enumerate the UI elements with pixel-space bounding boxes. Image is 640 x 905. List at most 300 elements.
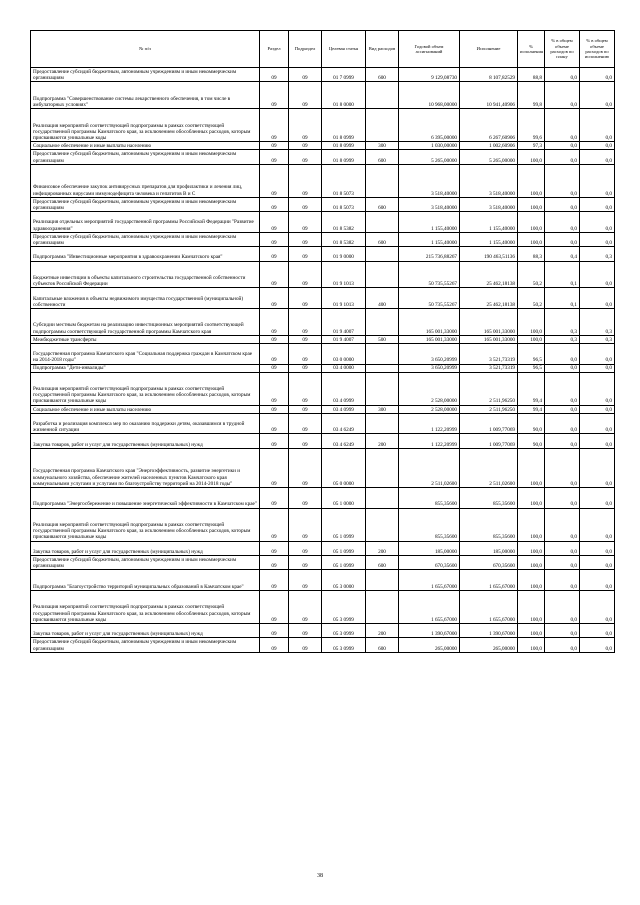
row-statya-cell: 01 8 0999 (322, 142, 366, 150)
row-statya-cell: 01 7 0999 (322, 68, 366, 82)
row-podrazdel-cell: 09 (289, 232, 322, 246)
table-row (31, 82, 615, 109)
header-cell: № п/п (31, 31, 260, 68)
row-statya-cell: 01 9 1013 (322, 288, 366, 309)
row-razdel-cell: 09 (260, 232, 289, 246)
header-cell: Исполнение (460, 31, 518, 68)
row-plan-share-cell: 0,0 (545, 343, 580, 364)
row-pct-cell: 50,2 (518, 261, 545, 288)
table-row (31, 448, 615, 487)
row-plan-cell: 50 735,55267 (399, 288, 460, 309)
row-pct-cell: 100,0 (518, 541, 545, 555)
row-statya-cell: 01 9 0000 (322, 247, 366, 261)
row-plan-cell: 1 390,67000 (399, 624, 460, 638)
row-vid-cell (366, 372, 399, 405)
row-plan-share-cell: 0,1 (545, 261, 580, 288)
table-row (31, 247, 615, 261)
row-razdel-cell: 09 (260, 212, 289, 233)
row-plan-share-cell: 0,0 (545, 232, 580, 246)
table-row (31, 405, 615, 413)
row-statya-cell: 03 4 6249 (322, 413, 366, 434)
row-pct-cell: 100,0 (518, 164, 545, 197)
row-vid-cell: 400 (366, 288, 399, 309)
page-number: 38 (317, 873, 323, 879)
row-pct-cell: 99,8 (518, 82, 545, 109)
row-plan-cell: 1 122,20999 (399, 413, 460, 434)
header-cell: % в общем объеме расходов по плану (545, 31, 580, 68)
row-plan-share-cell: 0,1 (545, 288, 580, 309)
row-statya-cell: 01 8 0999 (322, 150, 366, 164)
row-podrazdel-cell: 09 (289, 508, 322, 541)
row-plan-cell: 1 155,40000 (399, 212, 460, 233)
table-header-row (31, 31, 615, 68)
row-statya-cell: 01 9 4007 (322, 308, 366, 335)
row-razdel-cell: 09 (260, 413, 289, 434)
row-isp-share-cell: 0,0 (580, 448, 615, 487)
row-pct-cell: 97,3 (518, 142, 545, 150)
row-pct-cell: 96,5 (518, 364, 545, 372)
row-plan-cell: 2 528,00000 (399, 372, 460, 405)
row-razdel-cell: 09 (260, 261, 289, 288)
row-podrazdel-cell: 09 (289, 247, 322, 261)
row-plan-share-cell: 0,0 (545, 364, 580, 372)
row-pct-cell: 99,4 (518, 405, 545, 413)
table-row (31, 68, 615, 82)
row-isp-share-cell: 0,0 (580, 624, 615, 638)
row-isp-share-cell: 0,0 (580, 556, 615, 570)
row-isp-cell: 1 009,77069 (460, 434, 518, 448)
row-plan-share-cell: 0,3 (545, 335, 580, 343)
row-isp-share-cell: 0,0 (580, 109, 615, 142)
row-statya-cell: 01 9 1013 (322, 261, 366, 288)
row-isp-cell: 3 518,40000 (460, 164, 518, 197)
row-plan-cell: 2 528,00000 (399, 405, 460, 413)
row-razdel-cell: 09 (260, 541, 289, 555)
row-isp-cell: 855,35600 (460, 488, 518, 509)
row-name-cell: Реализация мероприятий соответствующей подпрограммы в рамках соответствующей государственной программы Камчатского края, за исключением обособленных расходов, которым присваиваются уникальные коды (31, 508, 260, 541)
row-razdel-cell: 09 (260, 434, 289, 448)
row-name-cell: Реализация мероприятий соответствующей подпрограммы в рамках соответствующей государственной программы Камчатского края, за исключением обособленных расходов, которым присваиваются уникальные коды (31, 591, 260, 624)
row-isp-share-cell: 0,3 (580, 335, 615, 343)
row-vid-cell: 600 (366, 68, 399, 82)
table-row (31, 556, 615, 570)
row-statya-cell: 01 8 5382 (322, 212, 366, 233)
row-razdel-cell: 09 (260, 109, 289, 142)
row-plan-share-cell: 0,0 (545, 624, 580, 638)
row-name-cell: Социальное обеспечение и иные выплаты населению (31, 142, 260, 150)
row-statya-cell: 03 0 0000 (322, 343, 366, 364)
row-name-cell: Государственная программа Камчатского края "Энергоэффективность, развитие энергетики и коммунального хозяйства, обеспечение жителей населенных пунктов Камчатского края коммунальными услугами и услугами по благоустройству территорий на 2014-2018 годы" (31, 448, 260, 487)
row-plan-share-cell: 0,0 (545, 434, 580, 448)
row-isp-cell: 25 462,18138 (460, 261, 518, 288)
row-isp-share-cell: 0,0 (580, 541, 615, 555)
table-row (31, 232, 615, 246)
row-name-cell: Бюджетные инвестиции в объекты капитального строительства государственной собственности субъектов Российской Федерации (31, 261, 260, 288)
row-podrazdel-cell: 09 (289, 405, 322, 413)
row-plan-cell: 265,00000 (399, 638, 460, 652)
row-podrazdel-cell: 09 (289, 541, 322, 555)
row-name-cell: Закупка товаров, работ и услуг для государственных (муниципальных) нужд (31, 434, 260, 448)
budget-table (30, 30, 615, 653)
row-podrazdel-cell: 09 (289, 308, 322, 335)
row-isp-cell: 670,35600 (460, 556, 518, 570)
row-podrazdel-cell: 09 (289, 364, 322, 372)
row-plan-share-cell: 0,0 (545, 508, 580, 541)
row-name-cell: Разработка и реализация комплекса мер по оказанию поддержки детям, оказавшимся в трудной жизненной ситуации (31, 413, 260, 434)
row-vid-cell: 300 (366, 142, 399, 150)
row-isp-share-cell: 0,0 (580, 364, 615, 372)
row-razdel-cell: 09 (260, 405, 289, 413)
row-vid-cell (366, 308, 399, 335)
row-statya-cell: 03 4 0999 (322, 405, 366, 413)
row-podrazdel-cell: 09 (289, 448, 322, 487)
row-name-cell: Закупка товаров, работ и услуг для государственных (муниципальных) нужд (31, 541, 260, 555)
row-razdel-cell: 09 (260, 150, 289, 164)
row-isp-share-cell: 0,0 (580, 68, 615, 82)
row-podrazdel-cell: 09 (289, 638, 322, 652)
row-name-cell: Предоставление субсидий бюджетным, автономным учреждениям и иным некоммерческим организациям (31, 638, 260, 652)
table-row (31, 197, 615, 211)
table-row (31, 624, 615, 638)
row-statya-cell: 05 3 0999 (322, 624, 366, 638)
row-vid-cell (366, 109, 399, 142)
row-podrazdel-cell: 09 (289, 212, 322, 233)
row-isp-cell: 265,00000 (460, 638, 518, 652)
row-razdel-cell: 09 (260, 556, 289, 570)
row-plan-cell: 3 518,40000 (399, 197, 460, 211)
table-row (31, 288, 615, 309)
row-name-cell: Социальное обеспечение и иные выплаты населению (31, 405, 260, 413)
table-row (31, 150, 615, 164)
row-isp-cell: 2 511,96250 (460, 372, 518, 405)
row-statya-cell: 05 1 0999 (322, 541, 366, 555)
row-razdel-cell: 09 (260, 308, 289, 335)
row-vid-cell: 600 (366, 197, 399, 211)
row-isp-cell: 165 001,33000 (460, 335, 518, 343)
row-vid-cell: 600 (366, 556, 399, 570)
row-isp-share-cell: 0,3 (580, 308, 615, 335)
row-pct-cell: 100,0 (518, 591, 545, 624)
row-name-cell: Реализация отдельных мероприятий государственной программы Российской Федерации "Развитие здравоохранения" (31, 212, 260, 233)
row-razdel-cell: 09 (260, 343, 289, 364)
row-name-cell: Реализация мероприятий соответствующей подпрограммы в рамках соответствующей государственной программы Камчатского края, за исключением обособленных расходов, которым присваиваются уникальные коды (31, 372, 260, 405)
row-plan-share-cell: 0,0 (545, 212, 580, 233)
row-plan-cell: 215 736,88267 (399, 247, 460, 261)
row-plan-cell: 185,00000 (399, 541, 460, 555)
row-isp-cell: 8 107,82529 (460, 68, 518, 82)
row-plan-cell: 1 155,40000 (399, 232, 460, 246)
table-row (31, 335, 615, 343)
row-statya-cell: 01 8 5382 (322, 232, 366, 246)
table-row (31, 434, 615, 448)
row-plan-share-cell: 0,0 (545, 448, 580, 487)
row-podrazdel-cell: 09 (289, 109, 322, 142)
row-statya-cell: 01 8 5073 (322, 197, 366, 211)
row-plan-share-cell: 0,0 (545, 150, 580, 164)
row-podrazdel-cell: 09 (289, 142, 322, 150)
row-pct-cell: 100,0 (518, 212, 545, 233)
row-plan-share-cell: 0,4 (545, 247, 580, 261)
row-plan-cell: 50 735,55267 (399, 261, 460, 288)
row-podrazdel-cell: 09 (289, 413, 322, 434)
row-name-cell: Подпрограмма "Энергосбережение и повышение энергетической эффективности в Камчатском крае" (31, 488, 260, 509)
row-name-cell: Предоставление субсидий бюджетным, автономным учреждениям и иным некоммерческим организациям (31, 150, 260, 164)
row-podrazdel-cell: 09 (289, 372, 322, 405)
row-vid-cell: 500 (366, 335, 399, 343)
row-isp-share-cell: 0,0 (580, 288, 615, 309)
row-pct-cell: 90,0 (518, 434, 545, 448)
row-podrazdel-cell: 09 (289, 570, 322, 591)
row-razdel-cell: 09 (260, 638, 289, 652)
row-plan-share-cell: 0,0 (545, 405, 580, 413)
row-vid-cell: 600 (366, 232, 399, 246)
row-vid-cell (366, 364, 399, 372)
row-name-cell: Финансовое обеспечение закупок антивирусных препаратов для профилактики и лечения лиц, инфицированных вирусами иммунодефицита человека и гепатитов В и С (31, 164, 260, 197)
row-plan-cell: 5 265,00000 (399, 150, 460, 164)
row-podrazdel-cell: 09 (289, 150, 322, 164)
row-pct-cell: 100,0 (518, 624, 545, 638)
row-isp-share-cell: 0,0 (580, 142, 615, 150)
row-razdel-cell: 09 (260, 164, 289, 197)
row-razdel-cell: 09 (260, 142, 289, 150)
row-podrazdel-cell: 09 (289, 82, 322, 109)
document-page (30, 30, 614, 653)
row-pct-cell: 88,3 (518, 247, 545, 261)
row-name-cell: Предоставление субсидий бюджетным, автономным учреждениям и иным некоммерческим организациям (31, 68, 260, 82)
row-isp-share-cell: 0,0 (580, 638, 615, 652)
row-razdel-cell: 09 (260, 335, 289, 343)
row-pct-cell: 50,2 (518, 288, 545, 309)
row-podrazdel-cell: 09 (289, 335, 322, 343)
row-plan-cell: 10 968,00000 (399, 82, 460, 109)
table-row (31, 570, 615, 591)
row-pct-cell: 100,0 (518, 232, 545, 246)
row-podrazdel-cell: 09 (289, 434, 322, 448)
header-cell: Целевая статья (322, 31, 366, 68)
row-vid-cell (366, 247, 399, 261)
table-row (31, 212, 615, 233)
row-vid-cell: 200 (366, 541, 399, 555)
row-plan-share-cell: 0,0 (545, 541, 580, 555)
row-vid-cell: 600 (366, 638, 399, 652)
header-cell: Подраздел (289, 31, 322, 68)
row-plan-share-cell: 0,0 (545, 164, 580, 197)
table-row (31, 638, 615, 652)
row-vid-cell: 600 (366, 150, 399, 164)
table-row (31, 541, 615, 555)
row-vid-cell: 200 (366, 434, 399, 448)
row-vid-cell (366, 448, 399, 487)
row-podrazdel-cell: 09 (289, 624, 322, 638)
row-razdel-cell: 09 (260, 570, 289, 591)
row-vid-cell (366, 343, 399, 364)
row-name-cell: Закупка товаров, работ и услуг для государственных (муниципальных) нужд (31, 624, 260, 638)
row-razdel-cell: 09 (260, 448, 289, 487)
row-plan-share-cell: 0,0 (545, 591, 580, 624)
row-pct-cell: 100,0 (518, 448, 545, 487)
row-pct-cell: 99,6 (518, 109, 545, 142)
row-isp-share-cell: 0,0 (580, 164, 615, 197)
row-podrazdel-cell: 09 (289, 488, 322, 509)
row-isp-share-cell: 0,0 (580, 413, 615, 434)
row-vid-cell: 200 (366, 624, 399, 638)
row-plan-cell: 1 655,67000 (399, 591, 460, 624)
row-isp-share-cell: 0,0 (580, 82, 615, 109)
row-pct-cell: 100,0 (518, 570, 545, 591)
row-statya-cell: 05 0 0000 (322, 448, 366, 487)
row-vid-cell (366, 164, 399, 197)
row-plan-cell: 3 650,20999 (399, 343, 460, 364)
row-statya-cell: 01 8 0000 (322, 82, 366, 109)
row-plan-share-cell: 0,0 (545, 638, 580, 652)
table-row (31, 591, 615, 624)
row-isp-share-cell: 0,0 (580, 261, 615, 288)
row-name-cell: Реализация мероприятий соответствующей подпрограммы в рамках соответствующей государственной программы Камчатского края, за исключением обособленных расходов, которым присваиваются уникальные коды (31, 109, 260, 142)
row-plan-cell: 1 030,00000 (399, 142, 460, 150)
row-razdel-cell: 09 (260, 591, 289, 624)
row-plan-share-cell: 0,0 (545, 488, 580, 509)
row-plan-share-cell: 0,0 (545, 413, 580, 434)
row-isp-cell: 6 267,60906 (460, 109, 518, 142)
row-vid-cell (366, 413, 399, 434)
row-isp-cell: 3 518,40000 (460, 197, 518, 211)
row-plan-cell: 2 511,02600 (399, 448, 460, 487)
row-razdel-cell: 09 (260, 197, 289, 211)
row-isp-cell: 190 463,51136 (460, 247, 518, 261)
row-isp-cell: 1 009,77069 (460, 413, 518, 434)
row-isp-share-cell: 0,0 (580, 508, 615, 541)
row-isp-share-cell: 0,0 (580, 343, 615, 364)
row-isp-share-cell: 0,0 (580, 232, 615, 246)
table-row (31, 109, 615, 142)
row-isp-cell: 1 655,67000 (460, 570, 518, 591)
row-plan-share-cell: 0,0 (545, 142, 580, 150)
row-plan-share-cell: 0,3 (545, 308, 580, 335)
table-row (31, 372, 615, 405)
row-vid-cell (366, 488, 399, 509)
table-row (31, 413, 615, 434)
row-isp-cell: 2 511,02600 (460, 448, 518, 487)
row-razdel-cell: 09 (260, 624, 289, 638)
row-razdel-cell: 09 (260, 488, 289, 509)
row-statya-cell: 05 3 0999 (322, 638, 366, 652)
row-plan-cell: 855,35600 (399, 488, 460, 509)
row-isp-share-cell: 0,3 (580, 247, 615, 261)
row-isp-share-cell: 0,0 (580, 212, 615, 233)
row-plan-cell: 3 518,40000 (399, 164, 460, 197)
row-isp-share-cell: 0,0 (580, 372, 615, 405)
row-statya-cell: 03 4 6249 (322, 434, 366, 448)
table-row (31, 308, 615, 335)
row-pct-cell: 100,0 (518, 335, 545, 343)
row-podrazdel-cell: 09 (289, 288, 322, 309)
table-row (31, 261, 615, 288)
row-plan-share-cell: 0,0 (545, 570, 580, 591)
row-pct-cell: 96,5 (518, 343, 545, 364)
row-name-cell: Подпрограмма "Дети-инвалиды" (31, 364, 260, 372)
header-cell: Вид расходов (366, 31, 399, 68)
row-name-cell: Предоставление субсидий бюджетным, автономным учреждениям и иным некоммерческим организациям (31, 197, 260, 211)
row-razdel-cell: 09 (260, 364, 289, 372)
row-isp-cell: 3 521,73319 (460, 364, 518, 372)
row-plan-cell: 855,35600 (399, 508, 460, 541)
row-statya-cell: 05 3 0000 (322, 570, 366, 591)
table-row (31, 142, 615, 150)
row-razdel-cell: 09 (260, 372, 289, 405)
row-isp-cell: 5 265,00000 (460, 150, 518, 164)
row-plan-cell: 3 650,20999 (399, 364, 460, 372)
row-plan-cell: 165 001,33000 (399, 335, 460, 343)
row-plan-share-cell: 0,0 (545, 556, 580, 570)
row-name-cell: Субсидии местным бюджетам на реализацию инвестиционных мероприятий соответствующей подпрограммы соответствующей государственной программы Камчатского края (31, 308, 260, 335)
row-razdel-cell: 09 (260, 288, 289, 309)
row-isp-cell: 855,35600 (460, 508, 518, 541)
row-statya-cell: 05 1 0000 (322, 488, 366, 509)
row-vid-cell (366, 82, 399, 109)
row-pct-cell: 100,0 (518, 197, 545, 211)
row-isp-cell: 185,00000 (460, 541, 518, 555)
row-plan-cell: 1 122,20999 (399, 434, 460, 448)
row-name-cell: Межбюджетные трансферты (31, 335, 260, 343)
table-row (31, 343, 615, 364)
row-statya-cell: 01 8 0999 (322, 109, 366, 142)
header-cell: % исполнения (518, 31, 545, 68)
row-vid-cell (366, 508, 399, 541)
row-podrazdel-cell: 09 (289, 343, 322, 364)
row-name-cell: Капитальные вложения в объекты недвижимого имущества государственной (муниципальной) собственности (31, 288, 260, 309)
row-pct-cell: 88,8 (518, 68, 545, 82)
row-statya-cell: 03 4 0000 (322, 364, 366, 372)
row-isp-cell: 2 511,96250 (460, 405, 518, 413)
row-pct-cell: 100,0 (518, 638, 545, 652)
row-razdel-cell: 09 (260, 82, 289, 109)
row-podrazdel-cell: 09 (289, 591, 322, 624)
row-statya-cell: 05 3 0999 (322, 591, 366, 624)
row-name-cell: Подпрограмма "Инвестиционные мероприятия в здравоохранении Камчатского края" (31, 247, 260, 261)
header-cell: Раздел (260, 31, 289, 68)
table-row (31, 164, 615, 197)
row-plan-share-cell: 0,0 (545, 109, 580, 142)
row-isp-share-cell: 0,0 (580, 591, 615, 624)
row-statya-cell: 03 4 0999 (322, 372, 366, 405)
row-name-cell: Предоставление субсидий бюджетным, автономным учреждениям и иным некоммерческим организациям (31, 232, 260, 246)
row-podrazdel-cell: 09 (289, 68, 322, 82)
row-plan-cell: 6 395,00000 (399, 109, 460, 142)
row-podrazdel-cell: 09 (289, 197, 322, 211)
row-vid-cell (366, 212, 399, 233)
row-podrazdel-cell: 09 (289, 261, 322, 288)
row-plan-share-cell: 0,0 (545, 197, 580, 211)
row-plan-share-cell: 0,0 (545, 372, 580, 405)
row-statya-cell: 01 8 5073 (322, 164, 366, 197)
row-plan-cell: 1 655,67000 (399, 570, 460, 591)
header-cell: Годовой объем ассигнований (399, 31, 460, 68)
row-vid-cell: 300 (366, 405, 399, 413)
row-razdel-cell: 09 (260, 68, 289, 82)
row-name-cell: Подпрограмма "Благоустройство территорий муниципальных образований в Камчатском крае" (31, 570, 260, 591)
row-podrazdel-cell: 09 (289, 556, 322, 570)
row-plan-share-cell: 0,0 (545, 68, 580, 82)
row-pct-cell: 100,0 (518, 488, 545, 509)
row-name-cell: Предоставление субсидий бюджетным, автономным учреждениям и иным некоммерческим организациям (31, 556, 260, 570)
row-isp-cell: 1 155,40000 (460, 232, 518, 246)
row-razdel-cell: 09 (260, 508, 289, 541)
row-vid-cell (366, 570, 399, 591)
table-row (31, 508, 615, 541)
row-pct-cell: 100,0 (518, 556, 545, 570)
row-isp-share-cell: 0,0 (580, 570, 615, 591)
row-vid-cell (366, 591, 399, 624)
